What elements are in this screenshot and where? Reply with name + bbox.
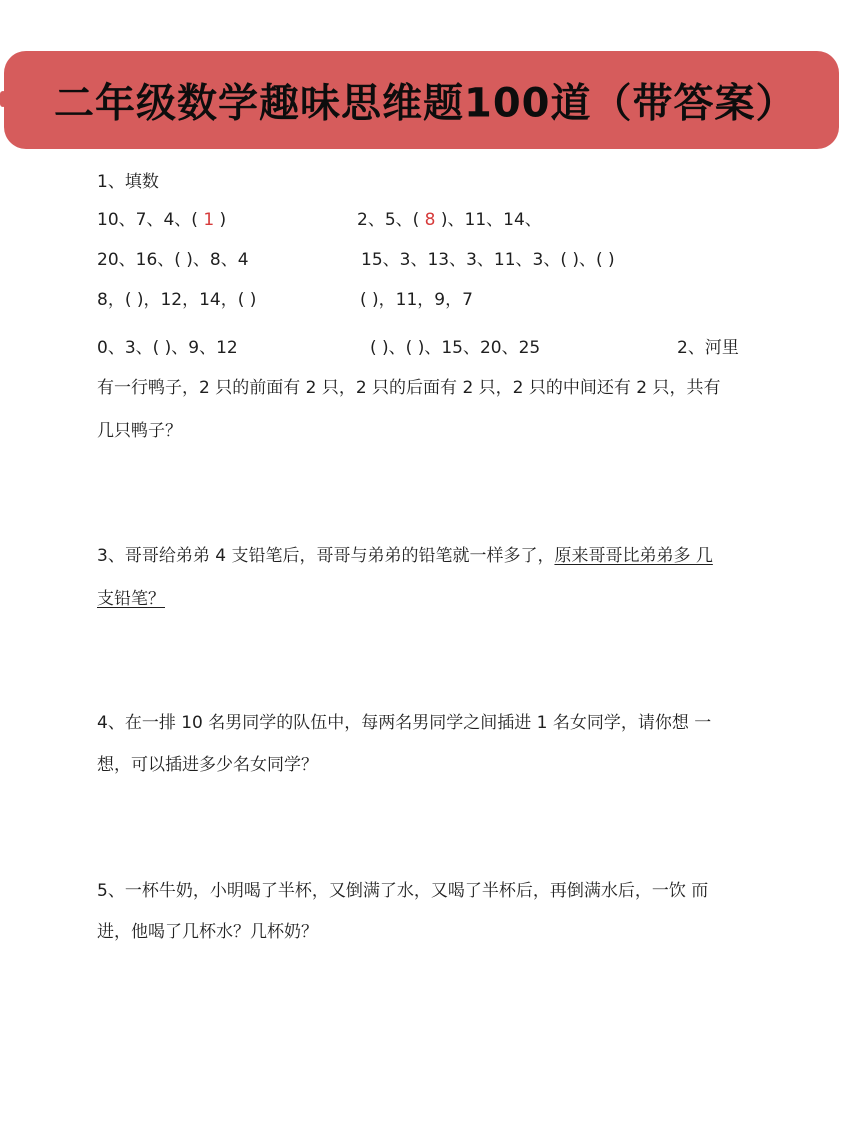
q2-line2: 有一行鸭子，2 只的前面有 2 只，2 只的后面有 2 只，2 只的中间还有 2 只，共有 [97, 378, 721, 398]
q1-row3-right: ( )，11，9，7 [360, 290, 473, 310]
q1-row2-right: 15、3、13、3、11、3、( )、( ) [361, 250, 615, 270]
q1-row1-right [357, 208, 542, 232]
banner-notch [0, 91, 6, 107]
q3-line2 [97, 587, 165, 611]
q1-row1-right-answer: 8 [424, 210, 436, 230]
q3-line1 [97, 544, 713, 568]
q1-row1-right-pre: 2、5、( [357, 210, 425, 230]
q1-row3-left: 8，( )，12，14，( ) [97, 290, 257, 310]
q1-row4-right: ( )、( )、15、20、25 [370, 338, 541, 358]
q3-line2-underlined: 支铅笔？ [97, 589, 165, 609]
q3-line1-underlined: 原来哥哥比弟弟多 几 [554, 546, 713, 566]
q1-row1-left-post: ) [214, 210, 227, 230]
title-banner [4, 51, 839, 149]
q1-row1-left [97, 208, 226, 232]
q5-line1: 5、一杯牛奶，小明喝了半杯，又倒满了水，又喝了半杯后，再倒满水后，一饮 而 [97, 881, 709, 901]
q2-line3: 几只鸭子？ [97, 421, 182, 441]
q4-line1: 4、在一排 10 名男同学的队伍中，每两名男同学之间插进 1 名女同学，请你想 一 [97, 713, 712, 733]
q3-line1-plain: 3、哥哥给弟弟 4 支铅笔后，哥哥与弟弟的铅笔就一样多了， [97, 546, 555, 566]
q1-row1-right-post: )、11、14、 [435, 210, 542, 230]
q5-line2: 进，他喝了几杯水？几杯奶？ [97, 922, 318, 942]
q4-line2: 想，可以插进多少名女同学？ [97, 755, 318, 775]
q1-row4-left: 0、3、( )、9、12 [97, 338, 238, 358]
q1-row1-left-answer: 1 [203, 210, 215, 230]
page-title: 二年级数学趣味思维题100道（带答案） [54, 80, 797, 127]
q1-row1-left-pre: 10、7、4、( [97, 210, 204, 230]
q1-heading: 1、填数 [97, 172, 159, 192]
q2-start: 2、河里 [677, 338, 739, 358]
q1-row2-left: 20、16、( )、8、4 [97, 250, 249, 270]
